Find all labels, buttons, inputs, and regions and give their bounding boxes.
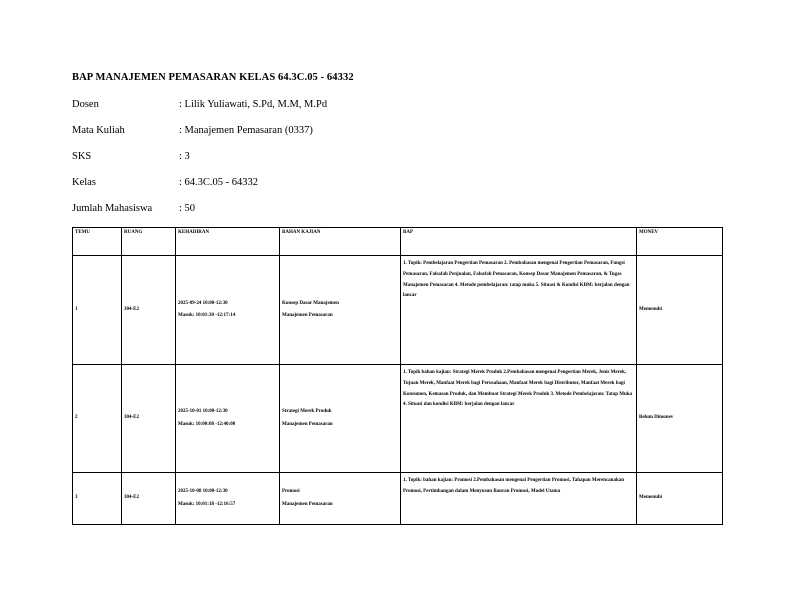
cell-temu: 2 bbox=[73, 365, 122, 473]
cell-monev: Memenuhi bbox=[637, 256, 723, 365]
attendance-time: Masuk: 10:01:18 -12:16:57 bbox=[178, 501, 236, 507]
info-label: Jumlah Mahasiswa bbox=[72, 203, 153, 214]
info-row-jumlah-mahasiswa bbox=[72, 203, 327, 229]
document-title: BAP MANAJEMEN PEMASARAN KELAS 64.3C.05 - 64332 bbox=[72, 72, 354, 83]
info-row-dosen bbox=[72, 99, 327, 125]
table-row bbox=[73, 365, 723, 473]
info-value: : 3 bbox=[179, 151, 190, 162]
schedule-time: 2025-09-24 10:00-12:30 bbox=[178, 300, 228, 306]
info-row-mata-kuliah bbox=[72, 125, 327, 151]
cell-ruang: 304-E2 bbox=[122, 473, 176, 525]
attendance-time: Masuk: 10:01:30 -12:17:14 bbox=[178, 313, 236, 318]
cell-temu: 1 bbox=[73, 256, 122, 365]
info-value: : Lilik Yuliawati, S.Pd, M.M, M.Pd bbox=[179, 99, 328, 110]
cell-kehadiran bbox=[176, 256, 280, 365]
header-ruang: RUANG bbox=[122, 228, 176, 256]
header-kehadiran: KEHADIRAN bbox=[176, 228, 280, 256]
info-value: : Manajemen Pemasaran (0337) bbox=[179, 125, 313, 136]
cell-temu: 3 bbox=[73, 473, 122, 525]
course-info bbox=[72, 99, 327, 229]
bap-table bbox=[72, 227, 723, 525]
cell-monev: Belum Dimonev bbox=[637, 365, 723, 473]
table-header-row bbox=[73, 228, 723, 256]
topic-name: Promosi bbox=[282, 489, 300, 494]
cell-kehadiran bbox=[176, 365, 280, 473]
info-row-sks bbox=[72, 151, 327, 177]
cell-kehadiran bbox=[176, 473, 280, 525]
course-name: Manajemen Pemasaran bbox=[282, 313, 333, 318]
topic-name: Strategi Merek Produk bbox=[282, 409, 332, 414]
header-bahan-kajian: BAHAN KAJIAN bbox=[280, 228, 401, 256]
header-temu: TEMU bbox=[73, 228, 122, 256]
cell-bap: 1. Topik: Pembelajaran Pengertian Pemasaran 2. Pembahasan mengenai Pengertian Pemasaran, Fungsi Pemasaran, Falsafah Penjualan, Falsafah Pemasaran, Konsep Dasar Manajemen Pemasaran, & Tugas Manajemen Pemasaran 4. Metode pembelajaran: tatap muka 5. Situasi & Kondisi KBM: berjalan dengan lancar bbox=[401, 256, 637, 365]
cell-bap: 1. Topik bahan kajian: Strategi Merek Produk 2.Pembahasan mengenai Pengertian Merek, Jenis Merek, Tujuan Merek, Manfaat Merek bagi Perusahaan, Manfaat Merek bagi Distributor, Manfaat Merek bagi Konsumen, Kemasan Produk, dan Membuat Strategi Merek Produk 3. Metode Pembelajaran: Tatap Muka 4. Situasi dan kondisi KBM: berjalan dengan lancar bbox=[401, 365, 637, 473]
info-value: : 64.3C.05 - 64332 bbox=[179, 177, 259, 188]
cell-ruang: 304-E2 bbox=[122, 365, 176, 473]
info-label: Mata Kuliah bbox=[72, 125, 125, 136]
cell-monev: Memenuhi bbox=[637, 473, 723, 525]
cell-ruang: 304-E2 bbox=[122, 256, 176, 365]
schedule-time: 2025-10-01 10:00-12:30 bbox=[178, 409, 228, 414]
table-row bbox=[73, 256, 723, 365]
course-name: Manajemen Pemasaran bbox=[282, 421, 333, 427]
header-monev: MONEV bbox=[637, 228, 723, 256]
topic-name: Konsep Dasar Manajemen bbox=[282, 300, 339, 306]
attendance-time: Masuk: 10:00:08 -12:40:00 bbox=[178, 421, 236, 427]
info-label: Kelas bbox=[72, 177, 96, 188]
info-label: Dosen bbox=[72, 99, 99, 110]
cell-bahan-kajian bbox=[280, 256, 401, 365]
header-bap: BAP bbox=[401, 228, 637, 256]
cell-bahan-kajian bbox=[280, 473, 401, 525]
course-name: Manajemen Pemasaran bbox=[282, 501, 333, 507]
schedule-time: 2025-10-08 10:00-12:30 bbox=[178, 489, 228, 494]
cell-bahan-kajian bbox=[280, 365, 401, 473]
info-row-kelas bbox=[72, 177, 327, 203]
info-value: : 50 bbox=[179, 203, 196, 214]
info-label: SKS bbox=[72, 151, 92, 162]
table-row bbox=[73, 473, 723, 525]
cell-bap: 1. Topik: bahan kajian: Promosi 2.Pembahasan mengenai Pengertian Promosi, Tahapan Merencanakan Promosi, Pertimbangan dalam Menyusun Bauran Promosi, Model Utama bbox=[401, 473, 637, 525]
